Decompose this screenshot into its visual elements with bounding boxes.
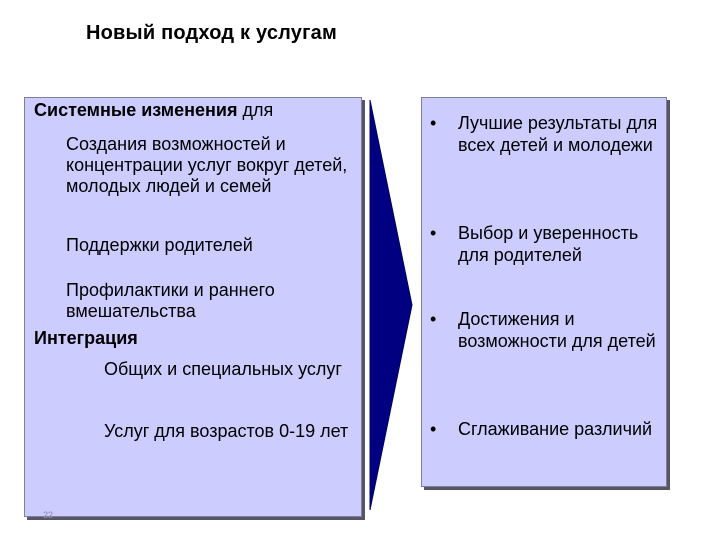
integration-heading: Интеграция — [34, 328, 138, 348]
integration-item-1: Общих и специальных услуг — [104, 359, 342, 379]
bullet-icon: • — [430, 113, 437, 133]
integration-item-2: Услуг для возрастов 0-19 лет — [104, 421, 349, 441]
system-changes-heading — [34, 100, 273, 121]
result-item-1-text: Лучшие результаты для всех детей и молодежи — [458, 113, 658, 155]
result-item-2-text: Выбор и уверенность для родителей — [458, 223, 639, 265]
page-number: 22 — [43, 510, 54, 520]
bullet-icon: • — [430, 419, 437, 439]
left-item-1: Создания возможностей и концентрации услуг вокруг детей, молодых людей и семей — [66, 134, 348, 196]
bullet-icon: • — [430, 223, 437, 243]
left-item-2: Поддержки родителей — [66, 235, 253, 255]
result-item-4-text: Сглаживание различий — [458, 419, 653, 439]
system-changes-heading-bold: Системные изменения — [34, 100, 238, 120]
bullet-icon: • — [430, 309, 437, 329]
left-panel — [24, 97, 362, 517]
chevron-arrow-icon — [366, 100, 418, 510]
slide-title: Новый подход к услугам — [86, 22, 337, 44]
result-item-3-text: Достижения и возможности для детей — [458, 309, 656, 351]
left-item-3: Профилактики и раннего вмешательства — [66, 280, 275, 321]
system-changes-heading-rest: для — [237, 100, 274, 120]
right-panel — [421, 97, 667, 487]
